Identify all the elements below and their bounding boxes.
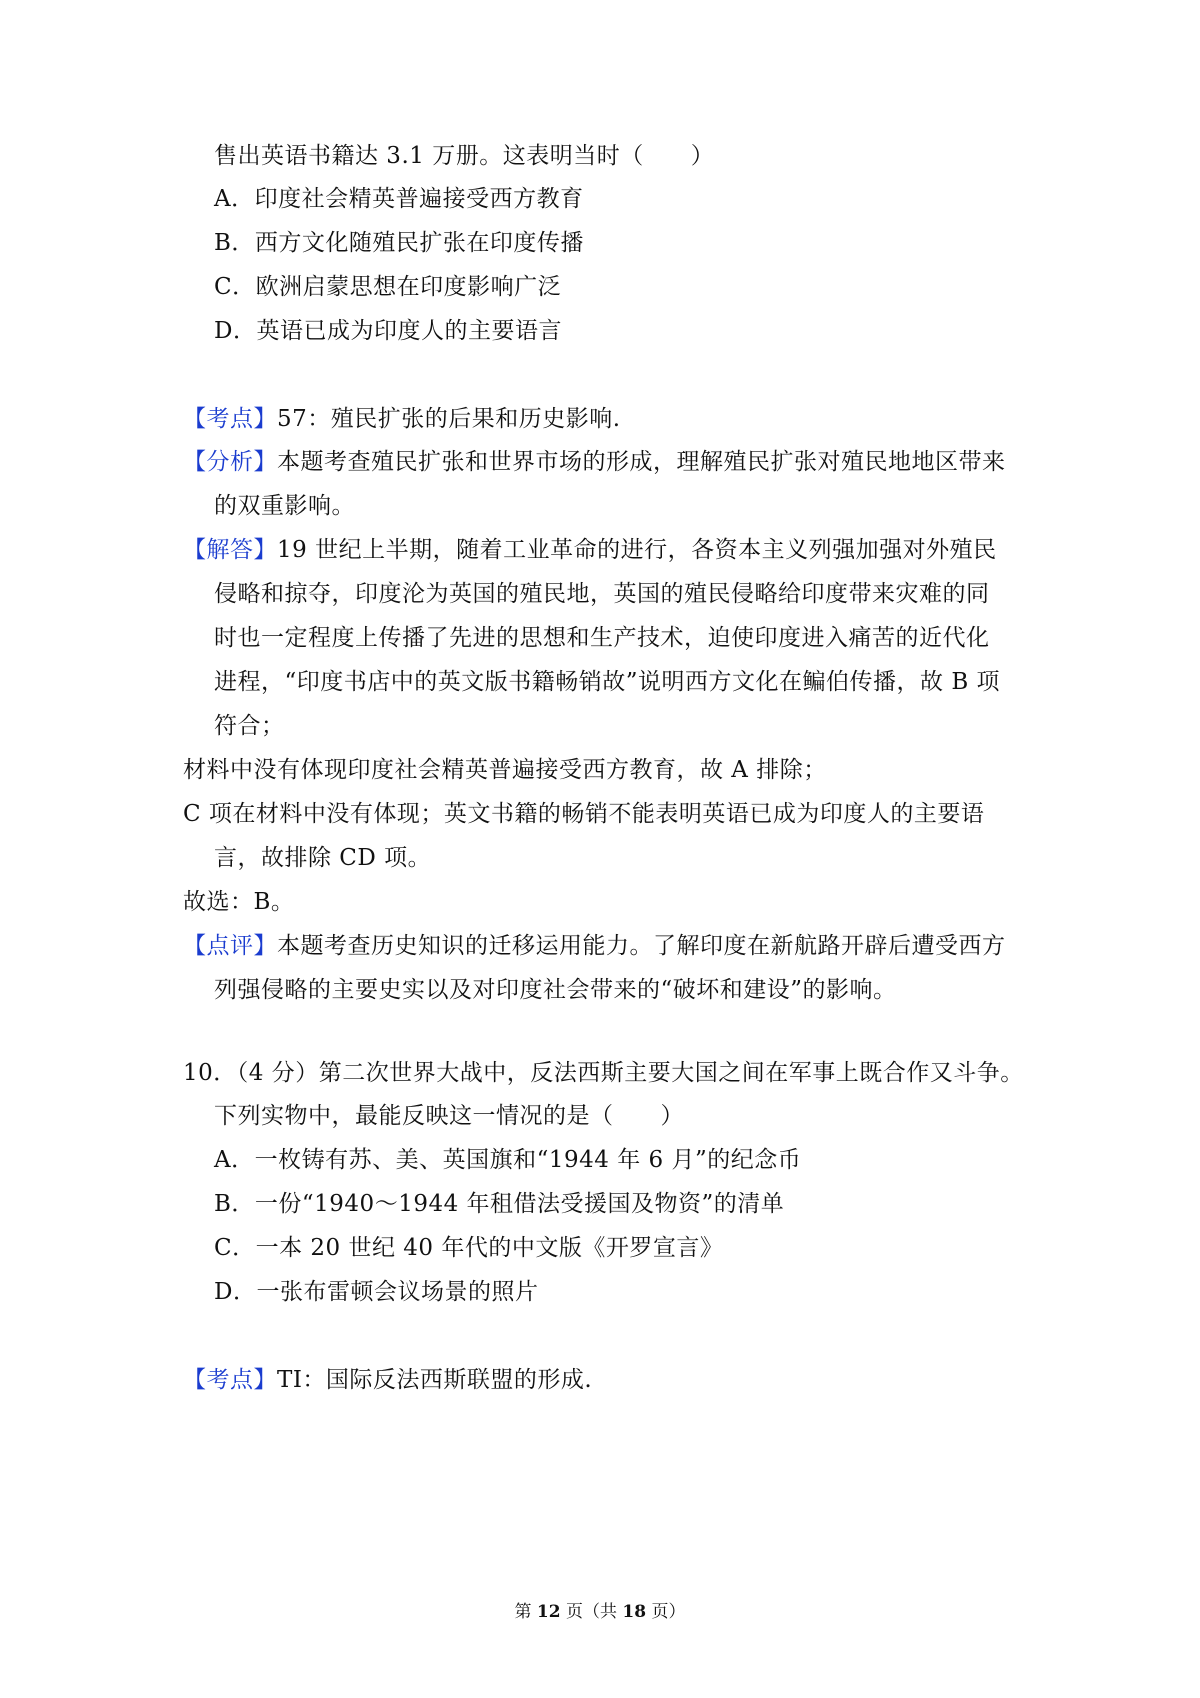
jieda-extra-2: C 项在材料中没有体现；英文书籍的畅销不能表明英语已成为印度人的主要语	[183, 801, 985, 827]
jieda-line-4: 进程，“印度书店中的英文版书籍畅销故”说明西方文化在鳊伯传播，故 B 项	[214, 669, 1001, 695]
q9-option-c: C．欧洲启蒙思想在印度影响广泛	[214, 274, 562, 300]
q10-option-b: B．一份“1940～1944 年租借法受援国及物资”的清单	[214, 1191, 785, 1217]
q10-option-c: C．一本 20 世纪 40 年代的中文版《开罗宣言》	[214, 1235, 724, 1261]
footer-total-pages: 18	[622, 1602, 647, 1622]
q9-kaodian	[183, 404, 621, 434]
kaodian-tag: 【考点】	[183, 406, 277, 432]
jieda-line-2: 侵略和掠夺，印度沦为英国的殖民地，英国的殖民侵略给印度带来灾难的同	[214, 581, 990, 607]
fenxi-line-2: 的双重影响。	[214, 493, 355, 519]
jieda-line-5: 符合；	[214, 713, 285, 739]
q10-kaodian-text: TI：国际反法西斯联盟的形成.	[277, 1367, 593, 1393]
jieda-extra-1: 材料中没有体现印度社会精英普遍接受西方教育，故 A 排除；	[183, 757, 827, 783]
fenxi-line-1: 本题考查殖民扩张和世界市场的形成，理解殖民扩张对殖民地地区带来	[277, 449, 1006, 475]
kaodian-text: 57：殖民扩张的后果和历史影响.	[277, 406, 621, 432]
dianping-tag: 【点评】	[183, 933, 277, 959]
q10-stem-line-2: 下列实物中，最能反映这一情况的是（ ）	[214, 1103, 684, 1129]
q9-fenxi	[183, 447, 1006, 477]
jieda-line-1: 19 世纪上半期，随着工业革命的进行，各资本主义列强加强对外殖民	[277, 537, 997, 563]
page-footer	[0, 1600, 1200, 1624]
footer-prefix: 第	[514, 1602, 537, 1622]
q9-option-d: D．英语已成为印度人的主要语言	[214, 318, 562, 344]
fenxi-tag: 【分析】	[183, 449, 277, 475]
q10-stem-line-1: 10．（4 分）第二次世界大战中，反法西斯主要大国之间在军事上既合作又斗争。	[183, 1060, 1024, 1086]
jieda-extra-3: 言，故排除 CD 项。	[214, 845, 432, 871]
q9-option-a: A．印度社会精英普遍接受西方教育	[214, 186, 584, 212]
dianping-line-1: 本题考查历史知识的迁移运用能力。了解印度在新航路开辟后遭受西方	[277, 933, 1006, 959]
q10-option-a: A．一枚铸有苏、美、英国旗和“1944 年 6 月”的纪念币	[214, 1147, 802, 1173]
q9-option-b: B．西方文化随殖民扩张在印度传播	[214, 230, 584, 256]
q10-option-d: D．一张布雷顿会议场景的照片	[214, 1279, 539, 1305]
q10-kaodian-tag: 【考点】	[183, 1367, 277, 1393]
jieda-line-3: 时也一定程度上传播了先进的思想和生产技术，迫使印度进入痛苦的近代化	[214, 625, 990, 651]
q10-kaodian	[183, 1365, 592, 1395]
q9-jieda	[183, 535, 997, 565]
jieda-answer: 故选：B。	[183, 889, 295, 915]
footer-page-number: 12	[536, 1602, 561, 1622]
footer-suffix: 页）	[646, 1602, 686, 1622]
footer-middle: 页（共	[560, 1602, 623, 1622]
dianping-line-2: 列强侵略的主要史实以及对印度社会带来的“破坏和建设”的影响。	[214, 977, 897, 1003]
jieda-tag: 【解答】	[183, 537, 277, 563]
q9-dianping	[183, 931, 1006, 961]
q9-stem-tail: 售出英语书籍达 3.1 万册。这表明当时（ ）	[214, 143, 715, 169]
